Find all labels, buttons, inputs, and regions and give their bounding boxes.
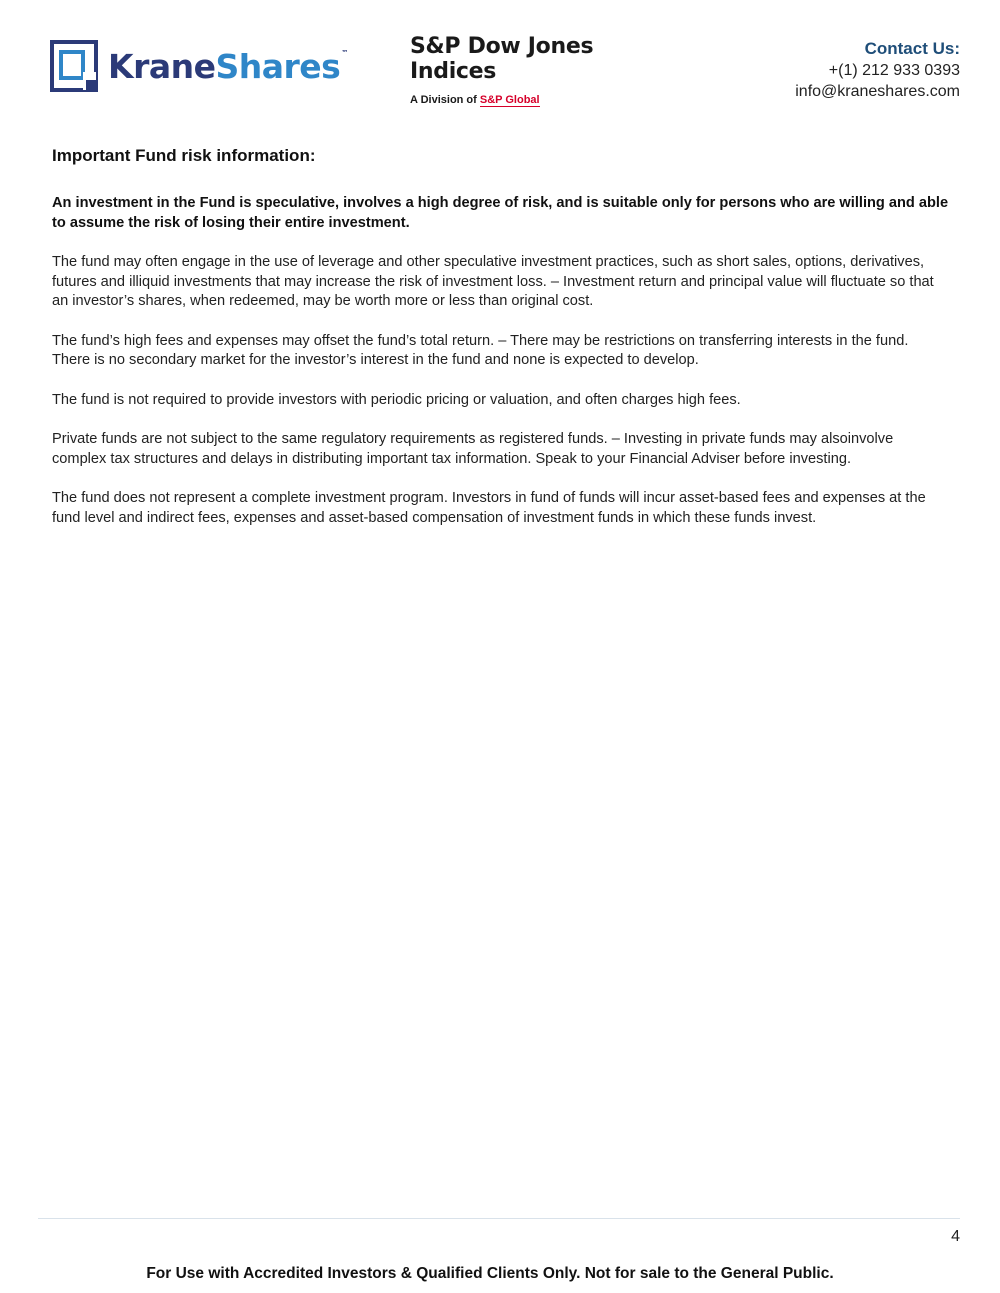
kraneshares-wordmark bbox=[108, 46, 348, 86]
risk-paragraph: Private funds are not subject to the same regulatory requirements as registered funds. – Investing in private funds may alsoinvolve complex tax structures and delays in distributing important tax information. Speak to your Financial Adviser before investing. bbox=[52, 431, 894, 467]
division-prefix: A Division of bbox=[410, 94, 477, 106]
kraneshares-logo bbox=[50, 40, 348, 92]
sp-dow-jones-logo bbox=[410, 34, 593, 106]
risk-information-section bbox=[52, 144, 950, 548]
section-heading: Important Fund risk information: bbox=[52, 146, 316, 165]
page-number: 4 bbox=[951, 1228, 960, 1245]
sp-global-brand: S&P Global bbox=[479, 94, 540, 106]
risk-intro-statement: An investment in the Fund is speculative, involves a high degree of risk, and is suitable only for persons who are willing and able to assume the risk of losing their entire investment. bbox=[52, 195, 949, 231]
footer-disclaimer: For Use with Accredited Investors & Qualified Clients Only. Not for sale to the General Public. bbox=[146, 1265, 834, 1282]
spdj-division bbox=[410, 94, 593, 106]
trademark-symbol: ™ bbox=[341, 48, 348, 57]
brand-krane: Krane bbox=[108, 46, 216, 86]
risk-paragraph: The fund may often engage in the use of leverage and other speculative investment practices, such as short sales, options, derivatives, futures and illiquid investments that may increase the risk of investment loss. – Investment return and principal value will fluctuate so that an investor’s shares, when redeemed, may be worth more or less than original cost. bbox=[52, 254, 934, 309]
contact-title: Contact Us: bbox=[864, 39, 960, 58]
risk-paragraph: The fund’s high fees and expenses may offset the fund’s total return. – There may be restrictions on transferring interests in the fund. There is no secondary market for the investor’s interest in the fund and none is expected to develop. bbox=[52, 332, 909, 368]
risk-paragraph: The fund does not represent a complete investment program. Investors in fund of funds will incur asset-based fees and expenses at the fund level and indirect fees, expenses and asset-based compensation of investment funds in which these funds invest. bbox=[52, 490, 926, 526]
contact-phone: +(1) 212 933 0393 bbox=[828, 62, 960, 79]
page-header bbox=[0, 0, 1000, 120]
contact-block bbox=[795, 38, 960, 102]
spdj-name-line2: Indices bbox=[410, 59, 497, 84]
brand-shares: Shares bbox=[215, 46, 341, 86]
risk-paragraph: The fund is not required to provide investors with periodic pricing or valuation, and often charges high fees. bbox=[52, 391, 741, 408]
spdj-name-line1: S&P Dow Jones bbox=[410, 34, 594, 59]
kraneshares-logo-mark bbox=[50, 40, 98, 92]
contact-email[interactable]: info@kraneshares.com bbox=[795, 83, 960, 100]
footer-divider bbox=[38, 1218, 960, 1219]
